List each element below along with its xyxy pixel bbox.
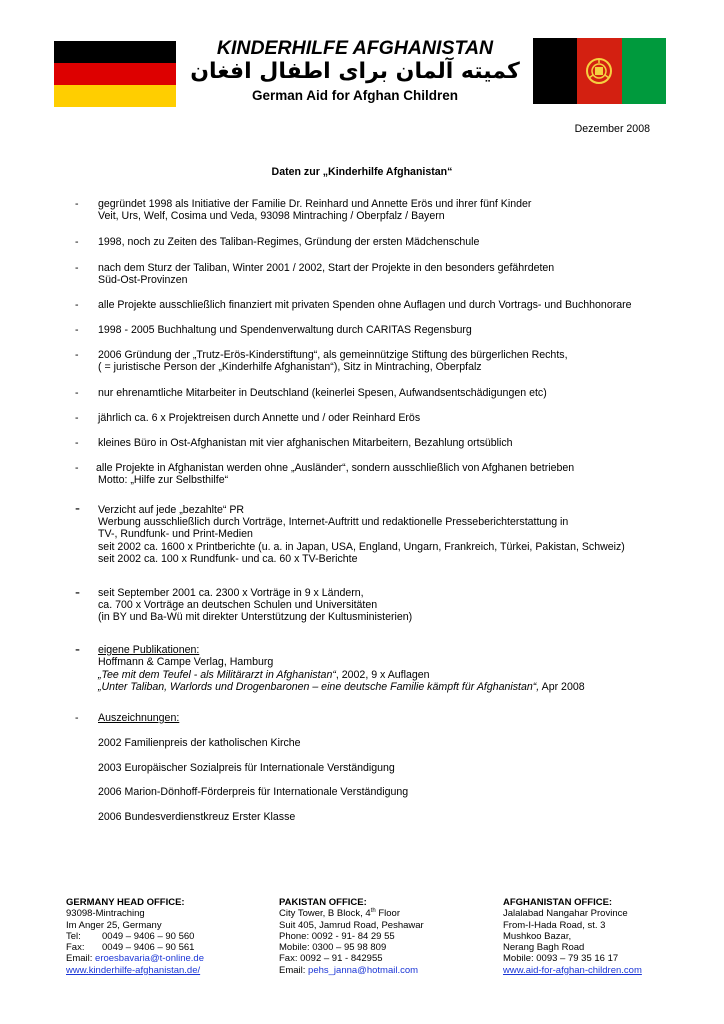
footer-germany-office: [66, 897, 204, 976]
book-info: Apr 2008: [539, 681, 585, 693]
list-bullet: -: [75, 324, 79, 336]
list-item: Werbung ausschließlich durch Vorträge, Internet-Auftritt und redaktionelle Presseberichterstattung in: [98, 516, 569, 528]
list-item-heading: Auszeichnungen:: [98, 712, 180, 724]
office-phone: Phone: 0092 - 91- 84 29 55: [279, 930, 395, 942]
list-item: (in BY und Ba-Wü mit direkter Unterstützung der Kultusministerien): [98, 611, 413, 623]
list-item: Veit, Urs, Welf, Cosima und Veda, 93098 Mintraching / Oberpfalz / Bayern: [98, 210, 445, 222]
list-item: gegründet 1998 als Initiative der Familie Dr. Reinhard und Annette Erös und ihrer fünf Kinder: [98, 198, 532, 210]
list-bullet: -: [75, 500, 80, 517]
afghanistan-flag: [533, 38, 666, 104]
list-bullet: -: [75, 299, 79, 311]
germany-flag: [54, 41, 176, 107]
list-bullet: -: [75, 349, 79, 361]
list-item: alle Projekte in Afghanistan werden ohne „Ausländer“, sondern ausschließlich von Afghanen betrieben: [96, 462, 575, 474]
list-item: Motto: „Hilfe zur Selbsthilfe“: [98, 474, 229, 486]
list-bullet: -: [75, 462, 79, 474]
office-address: City Tower, B Block, 4th Floor: [279, 908, 401, 920]
office-email: Email: eroesbavaria@t-online.de: [66, 953, 204, 965]
list-item: alle Projekte ausschließlich finanziert mit privaten Spenden ohne Auflagen und durch Vortrags- und Buchhonorare: [98, 299, 632, 311]
list-item-heading: eigene Publikationen:: [98, 644, 200, 656]
website-link[interactable]: www.kinderhilfe-afghanistan.de/: [66, 964, 201, 976]
office-mobile: Mobile: 0093 – 79 35 16 17: [503, 953, 619, 965]
list-item: Hoffmann & Campe Verlag, Hamburg: [98, 656, 274, 668]
award-item: 2003 Europäischer Sozialpreis für Internationale Verständigung: [98, 762, 395, 774]
list-bullet: -: [75, 236, 79, 248]
office-fax: Fax: 0049 – 9406 – 90 561: [66, 942, 195, 954]
list-item: [98, 669, 430, 681]
office-fax: Fax: 0092 – 91 - 842955: [279, 953, 383, 965]
email-link[interactable]: eroesbavaria@t-online.de: [95, 953, 204, 965]
list-bullet: -: [75, 387, 79, 399]
list-item: ( = juristische Person der „Kinderhilfe Afghanistan“), Sitz in Mintraching, Oberpfalz: [98, 361, 482, 373]
office-address: 93098-Mintraching: [66, 908, 145, 920]
office-heading: AFGHANISTAN OFFICE:: [503, 897, 613, 908]
list-item: [98, 681, 585, 693]
list-item: 1998 - 2005 Buchhaltung und Spendenverwaltung durch CARITAS Regensburg: [98, 324, 472, 336]
award-item: 2006 Marion-Dönhoff-Förderpreis für Internationale Verständigung: [98, 786, 409, 798]
list-item: seit 2002 ca. 100 x Rundfunk- und ca. 60 x TV-Berichte: [98, 553, 358, 565]
list-bullet: -: [75, 437, 79, 449]
list-item: nur ehrenamtliche Mitarbeiter in Deutschland (keinerlei Spesen, Aufwandsentschädigungen etc): [98, 387, 547, 399]
list-item: jährlich ca. 6 x Projektreisen durch Annette und / oder Reinhard Erös: [98, 412, 421, 424]
office-phone: Tel: 0049 – 9406 – 90 560: [66, 930, 195, 942]
list-bullet: -: [75, 198, 79, 210]
document-heading: Daten zur „Kinderhilfe Afghanistan“: [271, 166, 453, 178]
office-address: Jalalabad Nangahar Province: [503, 908, 628, 920]
book-title: „Tee mit dem Teufel - als Militärarzt in Afghanistan“: [98, 669, 336, 681]
list-bullet: -: [75, 641, 80, 658]
office-address: Mushkoo Bazar,: [503, 930, 572, 942]
office-mobile: Mobile: 0300 – 95 98 809: [279, 942, 387, 954]
list-item: TV-, Rundfunk- und Print-Medien: [98, 528, 253, 540]
list-item: seit September 2001 ca. 2300 x Vorträge in 9 x Ländern,: [98, 587, 364, 599]
document-date: Dezember 2008: [574, 123, 650, 135]
list-item: Süd-Ost-Provinzen: [98, 274, 188, 286]
list-item: ca. 700 x Vorträge an deutschen Schulen und Universitäten: [98, 599, 378, 611]
list-bullet: -: [75, 412, 79, 424]
award-item: 2002 Familienpreis der katholischen Kirche: [98, 737, 301, 749]
organization-title: KINDERHILFE AFGHANISTAN: [216, 37, 494, 59]
office-address: Nerang Bagh Road: [503, 942, 585, 954]
email-link[interactable]: pehs_janna@hotmail.com: [308, 964, 419, 976]
organization-title-arabic: کمیته آلمان برای اطفال افغان: [190, 59, 520, 84]
book-info: , 2002, 9 x Auflagen: [335, 669, 430, 681]
office-address: From-I-Hada Road, st. 3: [503, 919, 606, 931]
office-heading: PAKISTAN OFFICE:: [279, 897, 367, 908]
footer-pakistan-office: [279, 897, 424, 976]
list-bullet: -: [75, 584, 80, 601]
afghan-emblem-icon: [584, 56, 614, 86]
book-title: „Unter Taliban, Warlords und Drogenbaronen – eine deutsche Familie kämpft für Afghanistan“,: [98, 681, 540, 693]
list-item: nach dem Sturz der Taliban, Winter 2001 / 2002, Start der Projekte in den besonders gefährdeten: [98, 262, 555, 274]
office-address: Suit 405, Jamrud Road, Peshawar: [279, 919, 424, 931]
list-bullet: -: [75, 712, 79, 724]
award-item: 2006 Bundesverdienstkreuz Erster Klasse: [98, 811, 296, 823]
list-bullet: -: [75, 262, 79, 274]
organization-subtitle: German Aid for Afghan Children: [251, 88, 458, 103]
list-item: Verzicht auf jede „bezahlte“ PR: [98, 504, 245, 516]
list-item: kleines Büro in Ost-Afghanistan mit vier afghanischen Mitarbeitern, Bezahlung ortsüblich: [98, 437, 513, 449]
office-address: Im Anger 25, Germany: [66, 919, 162, 931]
footer-afghanistan-office: [503, 897, 642, 976]
list-item: 1998, noch zu Zeiten des Taliban-Regimes, Gründung der ersten Mädchenschule: [98, 236, 480, 248]
website-link[interactable]: www.aid-for-afghan-children.com: [503, 964, 642, 976]
list-item: 2006 Gründung der „Trutz-Erös-Kinderstiftung“, als gemeinnützige Stiftung des bürgerlichen Rechts,: [98, 349, 568, 361]
office-heading: GERMANY HEAD OFFICE:: [66, 897, 185, 908]
office-email: Email: pehs_janna@hotmail.com: [279, 964, 419, 976]
list-item: seit 2002 ca. 1600 x Printberichte (u. a. in Japan, USA, England, Ungarn, Frankreich, Türkei, Pakistan, Schweiz): [98, 541, 625, 553]
